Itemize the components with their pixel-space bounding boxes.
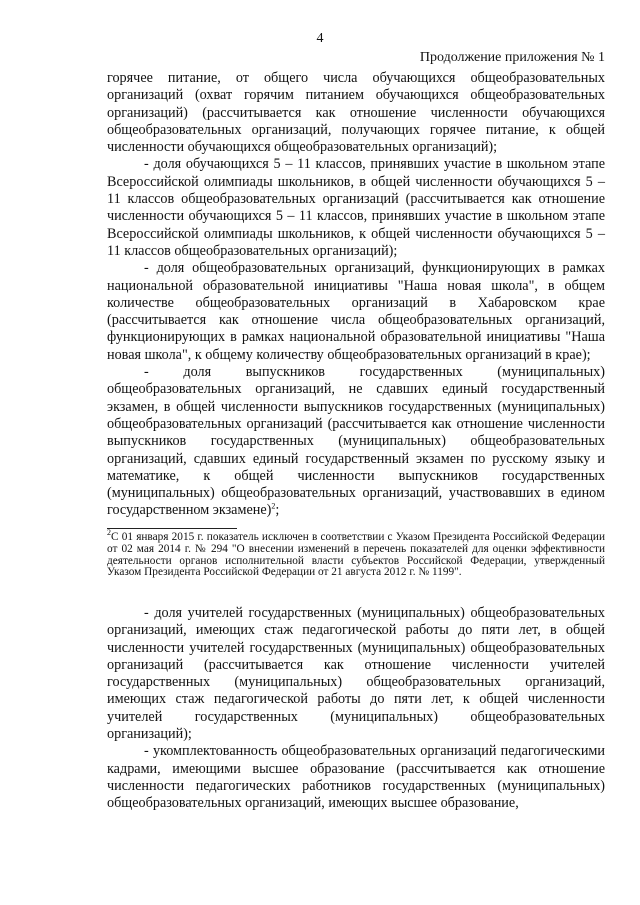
paragraph-young-teachers: - доля учителей государственных (муниципальных) общеобразовательных организаций, имеющих стаж педагогической работы до пяти лет, в общей численности учителей государственных (муниципальных) общеобразовательных организаций (рассчитывается как отношение численности учителей государственных (муниципальных) общеобразовательных организаций, имеющих стаж педагогической работы до пяти лет, к общей численности учителей государственных (муниципальных) общеобразовательных организаций); [107,605,605,743]
footnote-marker: 2 [107,528,111,538]
appendix-note: Продолжение приложения № 1 [419,50,605,65]
footnote-divider [107,528,237,529]
paragraph-hot-meals: горячее питание, от общего числа обучающихся общеобразовательных организаций (охват горячим питанием обучающихся общеобразовательных организаций) (рассчитывается как отношение численности обучающихся общеобразовательных организаций, получающих горячее питание, к общей численности обучающихся общеобразовательных организаций); [107,70,605,156]
page-number: 4 [316,31,324,46]
footnote [107,528,605,579]
footnote-reference: 2 [271,501,276,511]
paragraph-exam-graduates-text: - доля выпускников государственных (муниципальных) общеобразовательных организаций, не сдавших единый государственный экзамен, в общей численности выпускников государственных (муниципальных) общеобразовательных организаций (рассчитывается как отношение численности выпускников государственных (муниципальных) общеобразовательных организаций, сдавших единый государственный экзамен по русскому языку и математике, к общей численности выпускников государственных (муниципальных) общеобразовательных организаций, участвовавших в едином государственном экзамене) [107,364,605,519]
paragraph-end-punctuation: ; [275,502,280,519]
paragraph-staffing: - укомплектованность общеобразовательных организаций педагогическими кадрами, имеющими высшее образование (рассчитывается как отношение численности педагогических работников государственных (муниципальных) общеобразовательных организаций, имеющих высшее образование, [107,743,605,812]
main-text-block [107,70,605,520]
paragraph-olympiad: - доля обучающихся 5 – 11 классов, принявших участие в школьном этапе Всероссийской олимпиады школьников, в общей численности обучающихся 5 – 11 классов общеобразовательных организаций (рассчитывается как отношение численности обучающихся 5 – 11 классов, принявших участие в школьном этапе Всероссийской олимпиады школьников, к общей численности обучающихся 5 – 11 классов общеобразовательных организаций); [107,156,605,259]
continued-text-block [107,605,605,813]
paragraph-exam-graduates [107,364,605,520]
paragraph-new-school: - доля общеобразовательных организаций, функционирующих в рамках национальной образовательной инициативы "Наша новая школа", в общем количестве общеобразовательных организаций в Хабаровском крае (рассчитывается как отношение числа общеобразовательных организаций, функционирующих в рамках национальной образовательной инициативы "Наша новая школа", к общему количеству общеобразовательных организаций в крае); [107,260,605,363]
footnote-text: С 01 января 2015 г. показатель исключен в соответствии с Указом Президента Российской Федерации от 02 мая 2014 г. № 294 "О внесении изменений в перечень показателей для оценки эффективности деятельности органов исполнительной власти субъектов Российской Федерации, утвержденный Указом Президента Российской Федерации от 21 августа 2012 г. № 1199". [107,531,605,579]
